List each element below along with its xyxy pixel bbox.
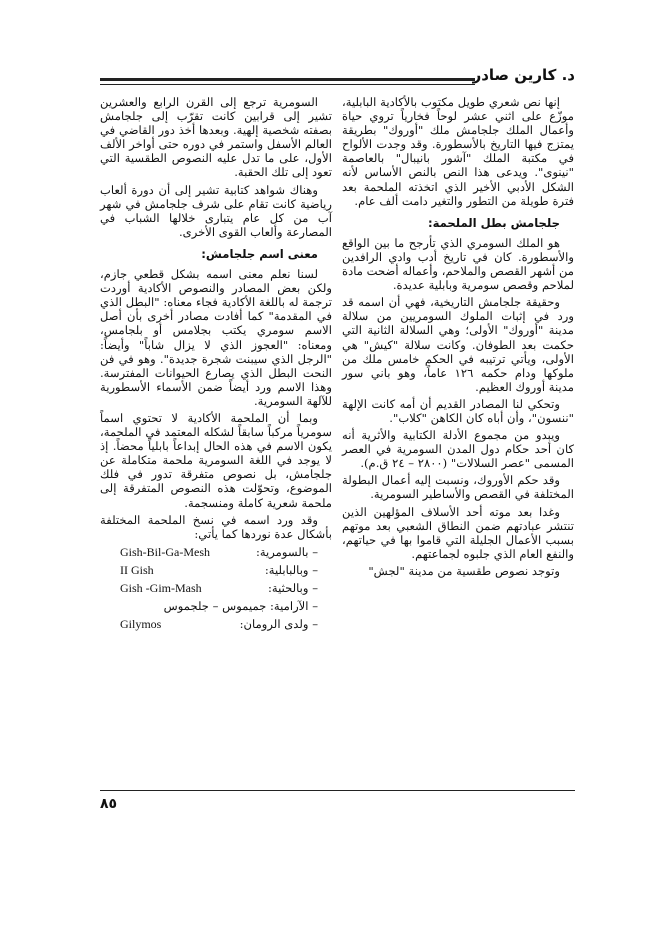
- footer-rule: [100, 790, 575, 791]
- name-form-value: II Gish: [120, 562, 154, 577]
- author-name: د. كارين صادر: [472, 66, 575, 84]
- section-heading: معنى اسم جلجامش:: [201, 246, 318, 261]
- right-column: [342, 95, 574, 581]
- paragraph: وحقيقة جلجامش التاريخية، فهي أن اسمه قد ورد في إثبات الملوك السومريين من سلالة مدينة "أوروك" الأولى؛ وهي السلالة الثانية التي حكمت بعد الطوفان. وكانت سلالة "كيش" هي الأولى، ويأتي ترتيبه في الحكم خامس ملك من ملوكها ودام حكمه ١٢٦ عاماً، وهو باني سور مدينة أوروك العظيم.: [342, 295, 574, 394]
- page-number: ٨٥: [100, 796, 118, 812]
- name-form-label: – ولدى الرومان:: [239, 617, 318, 632]
- name-forms-list: [100, 545, 332, 631]
- paragraph: وتوجد نصوص طقسية من مدينة "لجش": [368, 563, 560, 578]
- list-item: [100, 617, 332, 631]
- paragraph: هو الملك السومري الذي تأرجح ما بين الواقع والأسطورة. كان في تاريخ أدب وادي الرافدين من أشهر القصص والملاحم، وأعماله أضحت مادة لملاحم وقصص سومرية وبابلية عديدة.: [342, 235, 574, 293]
- list-item: [100, 581, 332, 595]
- paragraph: وتحكي لنا المصادر القديم أن أمه كانت الإلهة "ننسون"، وأن أباه كان الكاهن "كلاب".: [342, 396, 574, 425]
- paragraph: وقد ورد اسمه في نسخ الملحمة المختلفة بأشكال عدة نوردها كما يأتي:: [100, 512, 332, 541]
- header-rule: [100, 78, 475, 81]
- list-item: [100, 599, 332, 613]
- paragraph: وبما أن الملحمة الأكادية لا تحتوي اسماً سومرياً مركباً سابقاً لشكله المعتمد في الملحمة، يكون الاسم في هذه الحال إبداعاً بابلياً محضاً. إذ لا يوجد في اللغة السومرية ملحمة متكاملة عن جلجامش، بل نصوص متفرقة تدور في فلك الموضوع، وتحوّلت هذه النصوص المتفرقة إلى ملحمة شعرية كاملة ومنسجمة.: [100, 410, 332, 510]
- name-form-label: – وبالحثية:: [268, 581, 318, 595]
- header-rule-thin: [100, 84, 475, 85]
- name-form-label: – بالسومرية:: [255, 544, 318, 559]
- list-item: [100, 545, 332, 559]
- page-header: [100, 60, 575, 90]
- paragraph: إنها نص شعري طويل مكتوب بالأكادية البابلية، موزّع على اثني عشر لوحاً فخارياً تروي حياة وأعمال الملك جلجامش ملك "أوروك" بطريقة يمتزج فيها التاريخ بالأسطورة. وقد وجدت الألواح في مكتبة الملك "آشور بانيبال" بالعاصمة "نينوى". ويدعى هذا النص بالنص الأساس لأنه الشكل الأدبي الأخير الذي اتخذته الملحمة بعد فترة طويلة من التطور والتغير دامت ألف عام.: [342, 95, 574, 208]
- name-form-label: – وبالبابلية:: [264, 562, 318, 577]
- name-form-value: Gish -Gim-Mash: [120, 581, 202, 595]
- paragraph: السومرية ترجع إلى القرن الرابع والعشرين تشير إلى قرابين كانت تقرّب إلى جلجامش بصفته شخصية إلهية. وبعدها أخذ دور القاضي في العالم الأسفل واستمر في دوره حتى أواخر الألف الأول، على ما تدل عليه النصوص الطقسية التي تعود إلى تلك الحقبة.: [100, 95, 332, 180]
- name-form-value: Gilymos: [120, 617, 162, 632]
- name-form-value: Gish-Bil-Ga-Mesh: [120, 544, 210, 559]
- left-column: [100, 95, 332, 635]
- paragraph: وهناك شواهد كتابية تشير إلى أن دورة ألعاب رياضية كانت تقام على شرف جلجامش في شهر آب من كل عام يتبارى خلالها الشباب في المصارعة وألعاب القوى الأخرى.: [100, 182, 332, 239]
- name-form-label: – الآرامية: جميموس – جلجموس: [163, 599, 318, 614]
- paragraph: ويبدو من مجموع الأدلة الكتابية والأثرية أنه كان أحد حكام دول المدن السومرية في العصر المسمى "عصر السلالات" (٢٨٠٠ – ٢٤ ق.م).: [342, 428, 574, 471]
- paragraph: وقد حكم الأوروك، ونسبت إليه أعمال البطولة المختلفة في القصص والأساطير السومرية.: [342, 473, 574, 502]
- paragraph: لسنا نعلم معنى اسمه بشكل قطعي جازم، ولكن بعض المصادر والنصوص الأكادية أوردت ترجمة له باللغة الأكادية فجاء معناه: "البطل الذي في المقدمة" كما أفادت مصادر أخرى بأن أصل الاسم سومري يكتب بجلامس أو بلجامس، ومعناه: "العجوز الذي لا يزال شاباً" وأيضاً: "الرجل الذي سيبنت شجرة جديدة". وهو في فن النحت البطل الذي يصارع الحيوانات المفترسة. وهذا الاسم ورد أيضاً ضمن الأسماء الأسطورية للآلهة السومرية.: [100, 267, 332, 408]
- section-heading: جلجامش بطل الملحمة:: [427, 215, 560, 230]
- list-item: [100, 563, 332, 577]
- paragraph: وغدا بعد موته أحد الأسلاف المؤلهين الذين تنتشر عبادتهم ضمن النطاق الشعبي بعد موتهم بسبب الأعمال الجليلة التي قاموا بها في حياتهم، والنفع العام الذي جلبوه لجماعتهم.: [342, 504, 574, 561]
